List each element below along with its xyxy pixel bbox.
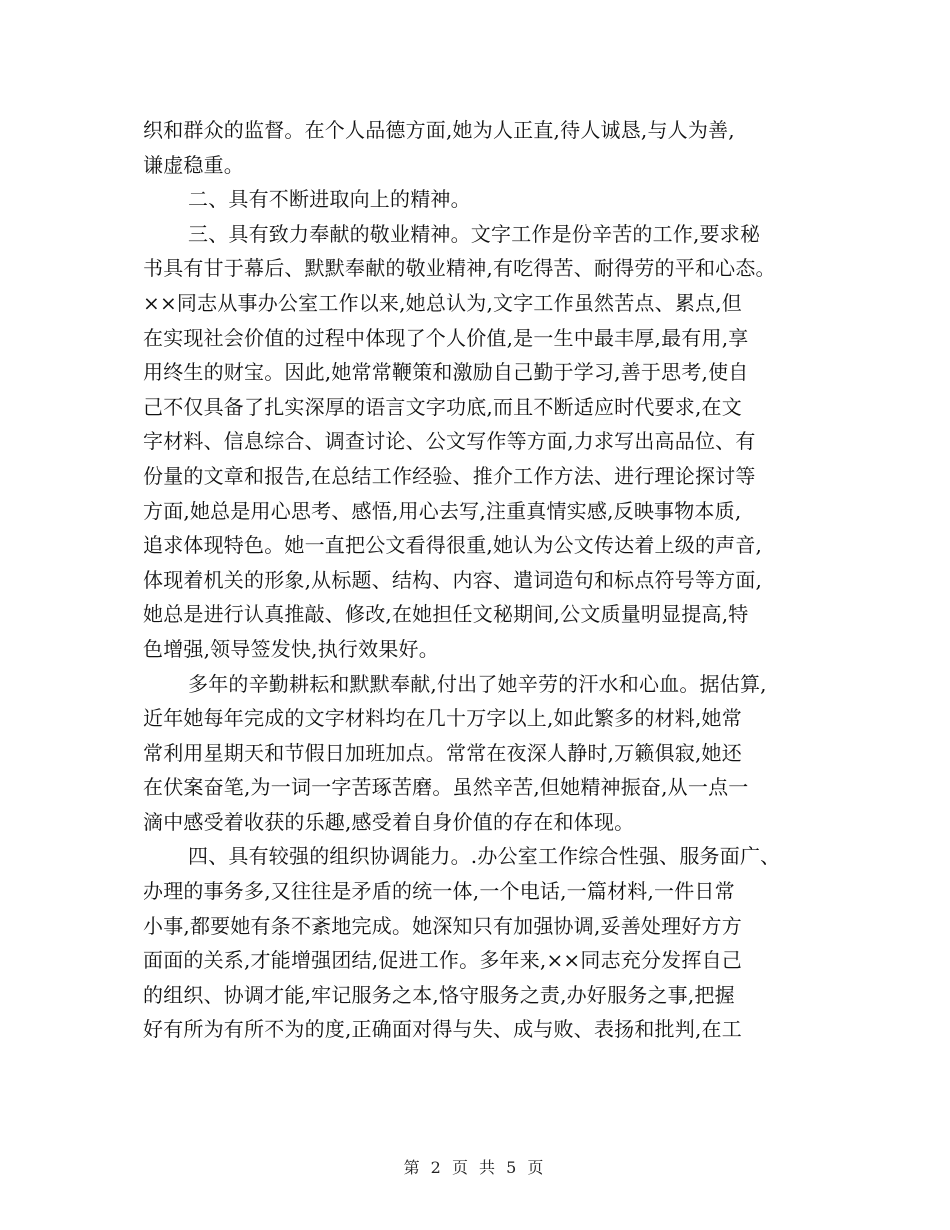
text-line: 追求体现特色。她一直把公文看得很重,她认为公文传达着上级的声音, (143, 533, 763, 558)
text-line: 小事,都要她有条不紊地完成。她深知只有加强协调,妥善处理好方方 (143, 913, 742, 938)
text-line: 好有所为有所不为的度,正确面对得与失、成与败、表扬和批判,在工 (143, 1017, 742, 1042)
text-line: 在实现社会价值的过程中体现了个人价值,是一生中最丰厚,最有用,享 (143, 325, 749, 350)
text-line: 常利用星期天和节假日加班加点。常常在夜深人静时,万籁俱寂,她还 (143, 740, 742, 765)
text-line: 字材料、信息综合、调查讨论、公文写作等方面,力求写出高品位、有 (143, 429, 756, 454)
text-line: 色增强,领导签发快,执行效果好。 (143, 636, 439, 661)
text-line: 用终生的财宝。因此,她常常鞭策和激励自己勤于学习,善于思考,使自 (143, 360, 749, 385)
text-line: 织和群众的监督。在个人品德方面,她为人正直,待人诚恳,与人为善, (143, 118, 735, 142)
text-line: 她总是进行认真推敲、修改,在她担任文秘期间,公文质量明显提高,特 (143, 602, 749, 627)
document-body (143, 113, 823, 1047)
text-line: 体现着机关的形象,从标题、结构、内容、遣词造句和标点符号等方面, (143, 567, 763, 592)
text-line: 方面,她总是用心思考、感悟,用心去写,注重真情实感,反映事物本质, (143, 498, 742, 523)
text-line: 在伏案奋笔,为一词一字苦琢苦磨。虽然辛苦,但她精神振奋,从一点一 (143, 775, 749, 800)
text-line: 己不仅具备了扎实深厚的语言文字功底,而且不断适应时代要求,在文 (143, 394, 742, 419)
section-heading-3: 三、具有致力奉献的敬业精神。文字工作是份辛苦的工作,要求秘 (188, 221, 761, 246)
text-line: 的组织、协调才能,牢记服务之本,恪守服务之责,办好服务之事,把握 (143, 982, 735, 1007)
page-number-footer: 第 2 页 共 5 页 (403, 1158, 547, 1177)
section-heading-4: 四、具有较强的组织协调能力。.办公室工作综合性强、服务面广、 (188, 844, 781, 869)
text-line: 近年她每年完成的文字材料均在几十万字以上,如此繁多的材料,她常 (143, 706, 742, 731)
text-line: 谦虚稳重。 (143, 152, 244, 177)
text-line: 滴中感受着收获的乐趣,感受着自身价值的存在和体现。 (143, 809, 635, 834)
section-heading-2: 二、具有不断进取向上的精神。 (188, 187, 471, 212)
text-line: 书具有甘于幕后、默默奉献的敬业精神,有吃得苦、耐得劳的平和心态。 (143, 256, 776, 281)
text-line: 办理的事务多,又往往是矛盾的统一体,一个电话,一篇材料,一件日常 (143, 879, 735, 904)
paragraph-start: 多年的辛勤耕耘和默默奉献,付出了她辛劳的汗水和心血。据估算, (188, 671, 767, 696)
text-line: 面面的关系,才能增强团结,促进工作。多年来,××同志充分发挥自己 (143, 948, 742, 973)
text-line: 份量的文章和报告,在总结工作经验、推介工作方法、进行理论探讨等 (143, 463, 756, 488)
text-line: ××同志从事办公室工作以来,她总认为,文字工作虽然苦点、累点,但 (143, 290, 742, 315)
